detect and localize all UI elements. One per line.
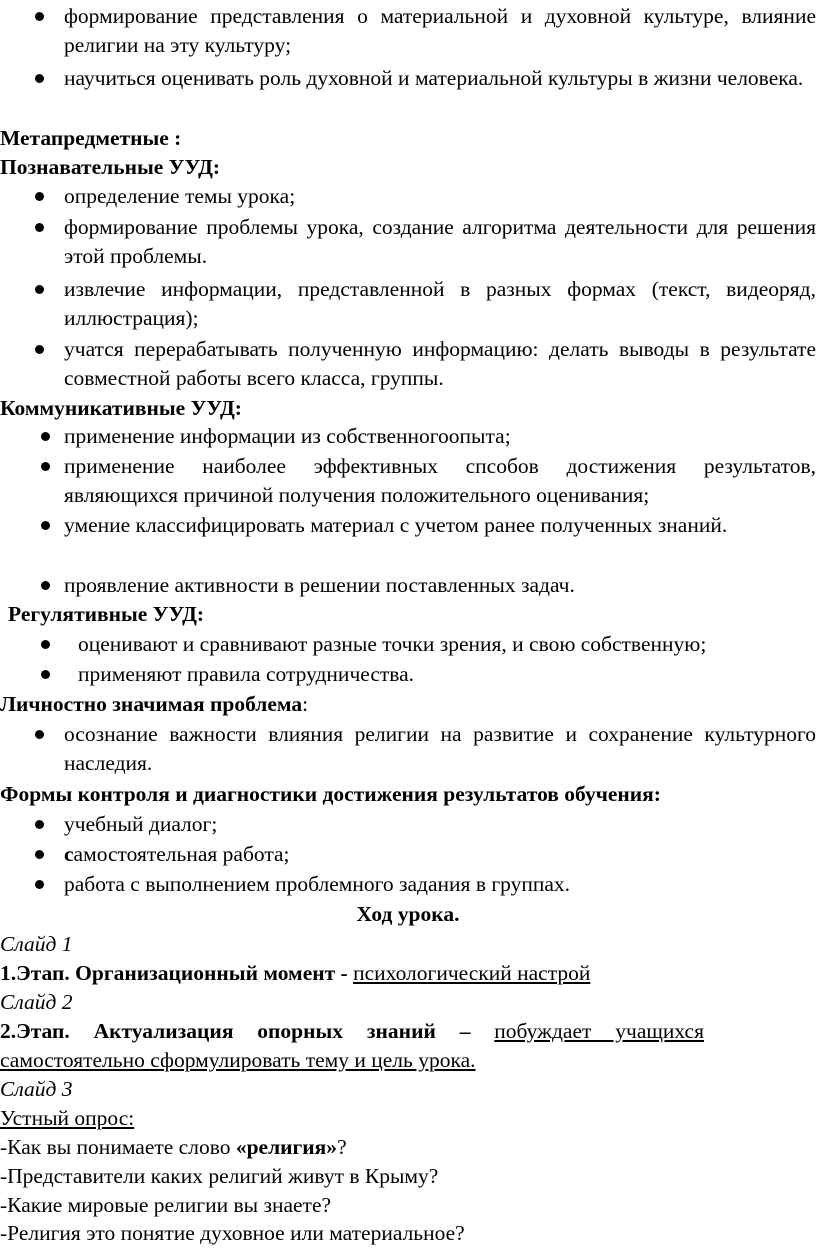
bullet-icon: [41, 521, 50, 530]
question: -Представители каких религий живут в Крыму?: [0, 1164, 439, 1188]
bullet-icon: [41, 640, 50, 649]
list-item: формирование проблемы урока, создание алгоритма деятельности для решения этой проблемы.: [64, 213, 816, 271]
bullet-icon: [41, 581, 50, 590]
stage-2-continued: самостоятельно сформулировать тему и цель урока.: [0, 1048, 476, 1072]
list-item: определение темы урока;: [64, 182, 816, 211]
bullet-icon: [41, 462, 50, 471]
list-item: извлечие информации, представленной в разных формах (текст, видеоряд, иллюстрация);: [64, 275, 816, 333]
list-item: применение наиболее эффективных спсобов достижения результатов, являющихся причиной получения положительного оценивания;: [64, 452, 816, 510]
question: -Какие мировые религии вы знаете?: [0, 1193, 332, 1217]
bullet-icon: [35, 285, 44, 294]
list-item: применение информации из собственногоопыта;: [64, 422, 816, 451]
list-item: работа с выполнением проблемного задания в группах.: [64, 870, 816, 899]
list-item: оценивают и сравнивают разные точки зрения, и свою собственную;: [78, 630, 816, 659]
list-item: применяют правила сотрудничества.: [78, 660, 816, 689]
communicative-heading: Коммуникативные УУД:: [0, 396, 242, 420]
list-item: учатся перерабатывать полученную информацию: делать выводы в результате совместной работы всего класса, группы.: [64, 335, 816, 393]
stage-2: 2.Этап. Актуализация опорных знаний – побуждает учащихся: [0, 1019, 704, 1043]
bullet-icon: [35, 223, 44, 232]
list-item: самостоятельная работа;: [64, 840, 816, 869]
bullet-icon: [35, 12, 44, 21]
bullet-icon: [41, 670, 50, 679]
slide-label: Слайд 1: [0, 932, 73, 956]
bullet-icon: [35, 345, 44, 354]
lesson-heading: Ход урока.: [356, 902, 460, 926]
bullet-icon: [35, 850, 44, 859]
list-item: умение классифицировать материал с учетом ранее полученных знаний.: [64, 511, 816, 540]
list-item: формирование представления о материальной и духовной культуре, влияние религии на эту культуру;: [64, 2, 816, 60]
list-item: проявление активности в решении поставленных задач.: [64, 571, 816, 600]
bullet-icon: [35, 74, 44, 83]
regulative-heading: Регулятивные УУД:: [8, 602, 205, 626]
list-item: учебный диалог;: [64, 810, 816, 839]
bullet-icon: [41, 432, 50, 441]
oral-quiz-title: Устный опрос:: [0, 1106, 135, 1130]
stage-1: 1.Этап. Организационный момент - психологический настрой: [0, 961, 591, 985]
question: -Как вы понимаете слово «религия»?: [0, 1135, 347, 1159]
bullet-icon: [35, 820, 44, 829]
bullet-icon: [35, 730, 44, 739]
bullet-icon: [35, 880, 44, 889]
slide-label: Слайд 2: [0, 990, 73, 1014]
list-item: научиться оценивать роль духовной и материальной культуры в жизни человека.: [64, 64, 816, 93]
personal-heading: Личностно значимая проблема:: [0, 692, 309, 716]
slide-label: Слайд 3: [0, 1077, 73, 1101]
question: -Религия это понятие духовное или материальное?: [0, 1221, 465, 1245]
bullet-icon: [35, 192, 44, 201]
cognitive-heading: Познавательные УУД:: [0, 155, 221, 179]
list-item: осознание важности влияния религии на развитие и сохранение культурного наследия.: [64, 720, 816, 778]
control-heading: Формы контроля и диагностики достижения результатов обучения:: [0, 782, 661, 806]
meta-heading: Метапредметные :: [0, 126, 182, 150]
